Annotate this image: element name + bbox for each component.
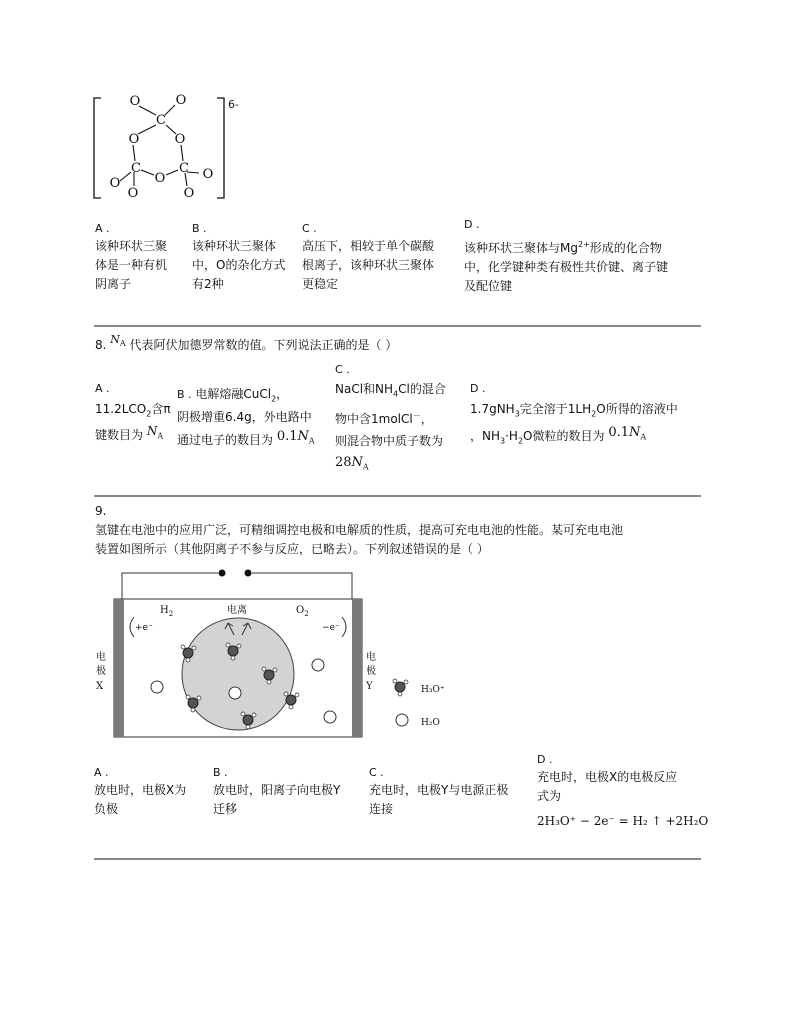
- text-run: 通过电子的数目为: [177, 433, 274, 448]
- option-label: B .: [213, 766, 228, 779]
- text-run: N: [297, 429, 309, 445]
- trimer-structure: [90, 88, 250, 208]
- atom-o: O: [202, 167, 214, 182]
- option-line: 高压下，相较于单个碳酸: [302, 239, 435, 253]
- text-run: O所得的溶液中: [596, 402, 678, 416]
- electrode-y: [352, 599, 362, 737]
- text-run: 物中含1molCl: [335, 412, 413, 427]
- q7-option-d[interactable]: [464, 217, 668, 296]
- q9-option-d[interactable]: [537, 752, 708, 831]
- text-run: 键数目为: [95, 428, 144, 443]
- question-number: 8.: [95, 338, 107, 352]
- terminal-dot: [219, 570, 226, 577]
- subscript: 2: [271, 394, 277, 404]
- option-line: [335, 406, 446, 429]
- option-label: C .: [335, 363, 350, 376]
- stem-line: 氢键在电池中的应用广泛，可精细调控电极和电解质的性质，提高可充电电池的性能。某可充电电池: [95, 523, 624, 537]
- divider: [94, 325, 701, 327]
- text-run: NaCl和NH: [335, 382, 394, 396]
- option-label: D .: [537, 753, 553, 766]
- divider: [94, 858, 701, 860]
- q8-option-a[interactable]: [95, 381, 171, 450]
- option-line: 放电时，电极X为: [94, 783, 187, 797]
- option-line: [470, 427, 678, 451]
- value: [277, 429, 315, 444]
- electrode-y-label-2: 极: [366, 666, 376, 677]
- option-label: C .: [302, 222, 317, 235]
- text-run: ，: [420, 412, 433, 427]
- q8-option-b[interactable]: [177, 385, 315, 455]
- q7-option-b[interactable]: [192, 221, 285, 294]
- subscript: 3: [500, 436, 506, 446]
- na-symbol: [110, 333, 126, 349]
- option-line: 阴离子: [95, 277, 132, 291]
- electrode-x-label-1: 电: [96, 652, 106, 663]
- text-run: Cl的混合: [398, 382, 446, 396]
- atom-c: C: [156, 113, 166, 128]
- text-run: ，: [276, 387, 289, 401]
- subscript: A: [157, 431, 164, 441]
- q8-option-d[interactable]: [470, 381, 678, 451]
- option-line: [177, 385, 315, 408]
- electron-gain-label: +e⁻: [135, 623, 153, 633]
- q9-option-a[interactable]: [94, 765, 186, 819]
- text-run: 形成的化合物: [589, 241, 662, 255]
- legend-h3o: [393, 679, 408, 696]
- option-line: [177, 431, 315, 455]
- subscript: A: [362, 462, 369, 472]
- o2-label: $O_2$: [296, 605, 309, 618]
- option-line: 有2种: [192, 277, 224, 291]
- option-line: [95, 426, 171, 449]
- h2o-molecule: [151, 681, 163, 693]
- subscript: 4: [393, 389, 399, 399]
- option-line: 根离子，该种环状三聚体: [302, 258, 435, 272]
- atom-o: O: [175, 93, 187, 108]
- text-run: 该种环状三聚体与Mg: [464, 241, 578, 255]
- question-number: 9.: [95, 504, 107, 518]
- option-line: 中，化学键种类有极性共价键、离子键: [464, 260, 669, 274]
- text-run: N: [146, 424, 158, 439]
- ion-charge: 6-: [228, 98, 239, 111]
- subscript: A: [308, 436, 315, 446]
- subscript: 2: [517, 436, 524, 446]
- electrode-x-label-2: 极: [96, 666, 106, 677]
- electrode-y-label-3: Y: [366, 681, 373, 692]
- stem-line: 装置如图所示（其他阴离子不参与反应，已略去）。下列叙述错误的是（ ）: [95, 542, 489, 556]
- option-label: A .: [95, 382, 110, 395]
- option-line: 式为: [537, 789, 562, 803]
- atom-o: O: [127, 186, 139, 201]
- ionization-label: 电离: [227, 605, 247, 616]
- text-run: 28: [335, 455, 352, 471]
- atom-o: O: [183, 186, 195, 201]
- electrode-x: [114, 599, 124, 737]
- text-run: N: [629, 425, 641, 441]
- text-run: 0.1: [276, 429, 298, 445]
- subscript: A: [640, 432, 647, 442]
- q9-option-c[interactable]: [369, 765, 508, 819]
- legend-h3o-label: H₃O⁺: [421, 685, 445, 695]
- q7-option-c[interactable]: [302, 221, 434, 294]
- divider: [94, 495, 701, 497]
- option-line: [464, 235, 668, 258]
- q9-stem: [95, 502, 623, 559]
- option-line: 放电时，阳离子向电极Y: [213, 783, 341, 797]
- text-run: ·H: [505, 429, 518, 444]
- option-label: B .: [177, 388, 192, 401]
- atom-o: O: [174, 132, 186, 147]
- option-line: 该种环状三聚体: [192, 239, 277, 253]
- atom-c: C: [179, 161, 189, 176]
- option-line: 该种环状三聚: [95, 239, 168, 253]
- superscript: －: [412, 411, 421, 421]
- q9-option-b[interactable]: [213, 765, 340, 819]
- text-run: O微粒的数目为: [523, 429, 605, 444]
- option-label: A .: [95, 222, 110, 235]
- atom-o: O: [129, 94, 141, 109]
- ionization-region: [182, 618, 294, 730]
- option-line: [335, 380, 446, 403]
- atom-o: O: [154, 171, 166, 186]
- option-line: [335, 453, 446, 477]
- option-label: C .: [369, 766, 384, 779]
- text-run: 0.1: [608, 425, 630, 441]
- legend-h2o: [396, 714, 408, 726]
- text-run: 电解熔融CuCl: [195, 387, 272, 401]
- value: [608, 425, 646, 440]
- option-line: 及配位键: [464, 279, 513, 293]
- electrode-equation: 2H₃O⁺ − 2e⁻ = H₂ ↑ +2H₂O: [537, 814, 709, 828]
- atom-o: O: [128, 132, 140, 147]
- option-label: D .: [464, 218, 480, 231]
- option-line: 体是一种有机: [95, 258, 168, 272]
- text-run: 1.7gNH: [470, 402, 515, 416]
- h2o-molecule: [229, 687, 241, 699]
- q8-stem: [95, 333, 398, 359]
- electrode-y-label-1: 电: [366, 652, 376, 663]
- option-line: [470, 400, 678, 423]
- q8-option-c[interactable]: [335, 362, 446, 477]
- atom-o: O: [109, 176, 121, 191]
- option-line: 则混合物中质子数为: [335, 434, 444, 449]
- subscript: 2: [146, 409, 152, 419]
- option-line: 迁移: [213, 802, 238, 816]
- option-line: 连接: [369, 802, 394, 816]
- text-run: ，NH: [470, 429, 501, 444]
- h2o-molecule: [324, 711, 336, 723]
- option-line: 阴极增重6.4g，外电路中: [177, 410, 312, 425]
- subscript: A: [119, 339, 126, 349]
- option-line: 充电时，电极X的电极反应: [537, 770, 678, 784]
- subscript: 3: [514, 409, 520, 419]
- option-line: 负极: [94, 802, 119, 816]
- terminal-dot: [245, 570, 252, 577]
- text-run: 完全溶于1LH: [519, 402, 592, 416]
- option-line: [95, 400, 171, 423]
- text-run: N: [351, 455, 363, 471]
- legend-h2o-label: H₂O: [421, 718, 440, 728]
- option-label: D .: [470, 382, 486, 395]
- option-line: 更稳定: [302, 277, 339, 291]
- text-run: 含π: [151, 402, 171, 416]
- stem-text: 代表阿伏加德罗常数的值。下列说法正确的是（ ）: [129, 338, 398, 352]
- electrode-x-label-3: X: [96, 681, 104, 692]
- electron-loss-label: −e⁻: [322, 623, 340, 633]
- text-run: 11.2LCO: [95, 402, 147, 416]
- atom-c: C: [131, 161, 141, 176]
- subscript: 2: [591, 409, 597, 419]
- text-run: N: [110, 333, 120, 346]
- h2o-molecule: [312, 659, 324, 671]
- q7-option-a[interactable]: [95, 221, 167, 294]
- na-symbol: [146, 424, 164, 441]
- battery-diagram: [90, 565, 460, 745]
- superscript: 2+: [577, 240, 590, 249]
- option-label: B .: [192, 222, 207, 235]
- option-line: 中，O的杂化方式: [192, 258, 286, 272]
- option-line: 充电时，电极Y与电源正极: [369, 783, 509, 797]
- h2-label: $H_2$: [160, 605, 174, 618]
- option-label: A .: [94, 766, 109, 779]
